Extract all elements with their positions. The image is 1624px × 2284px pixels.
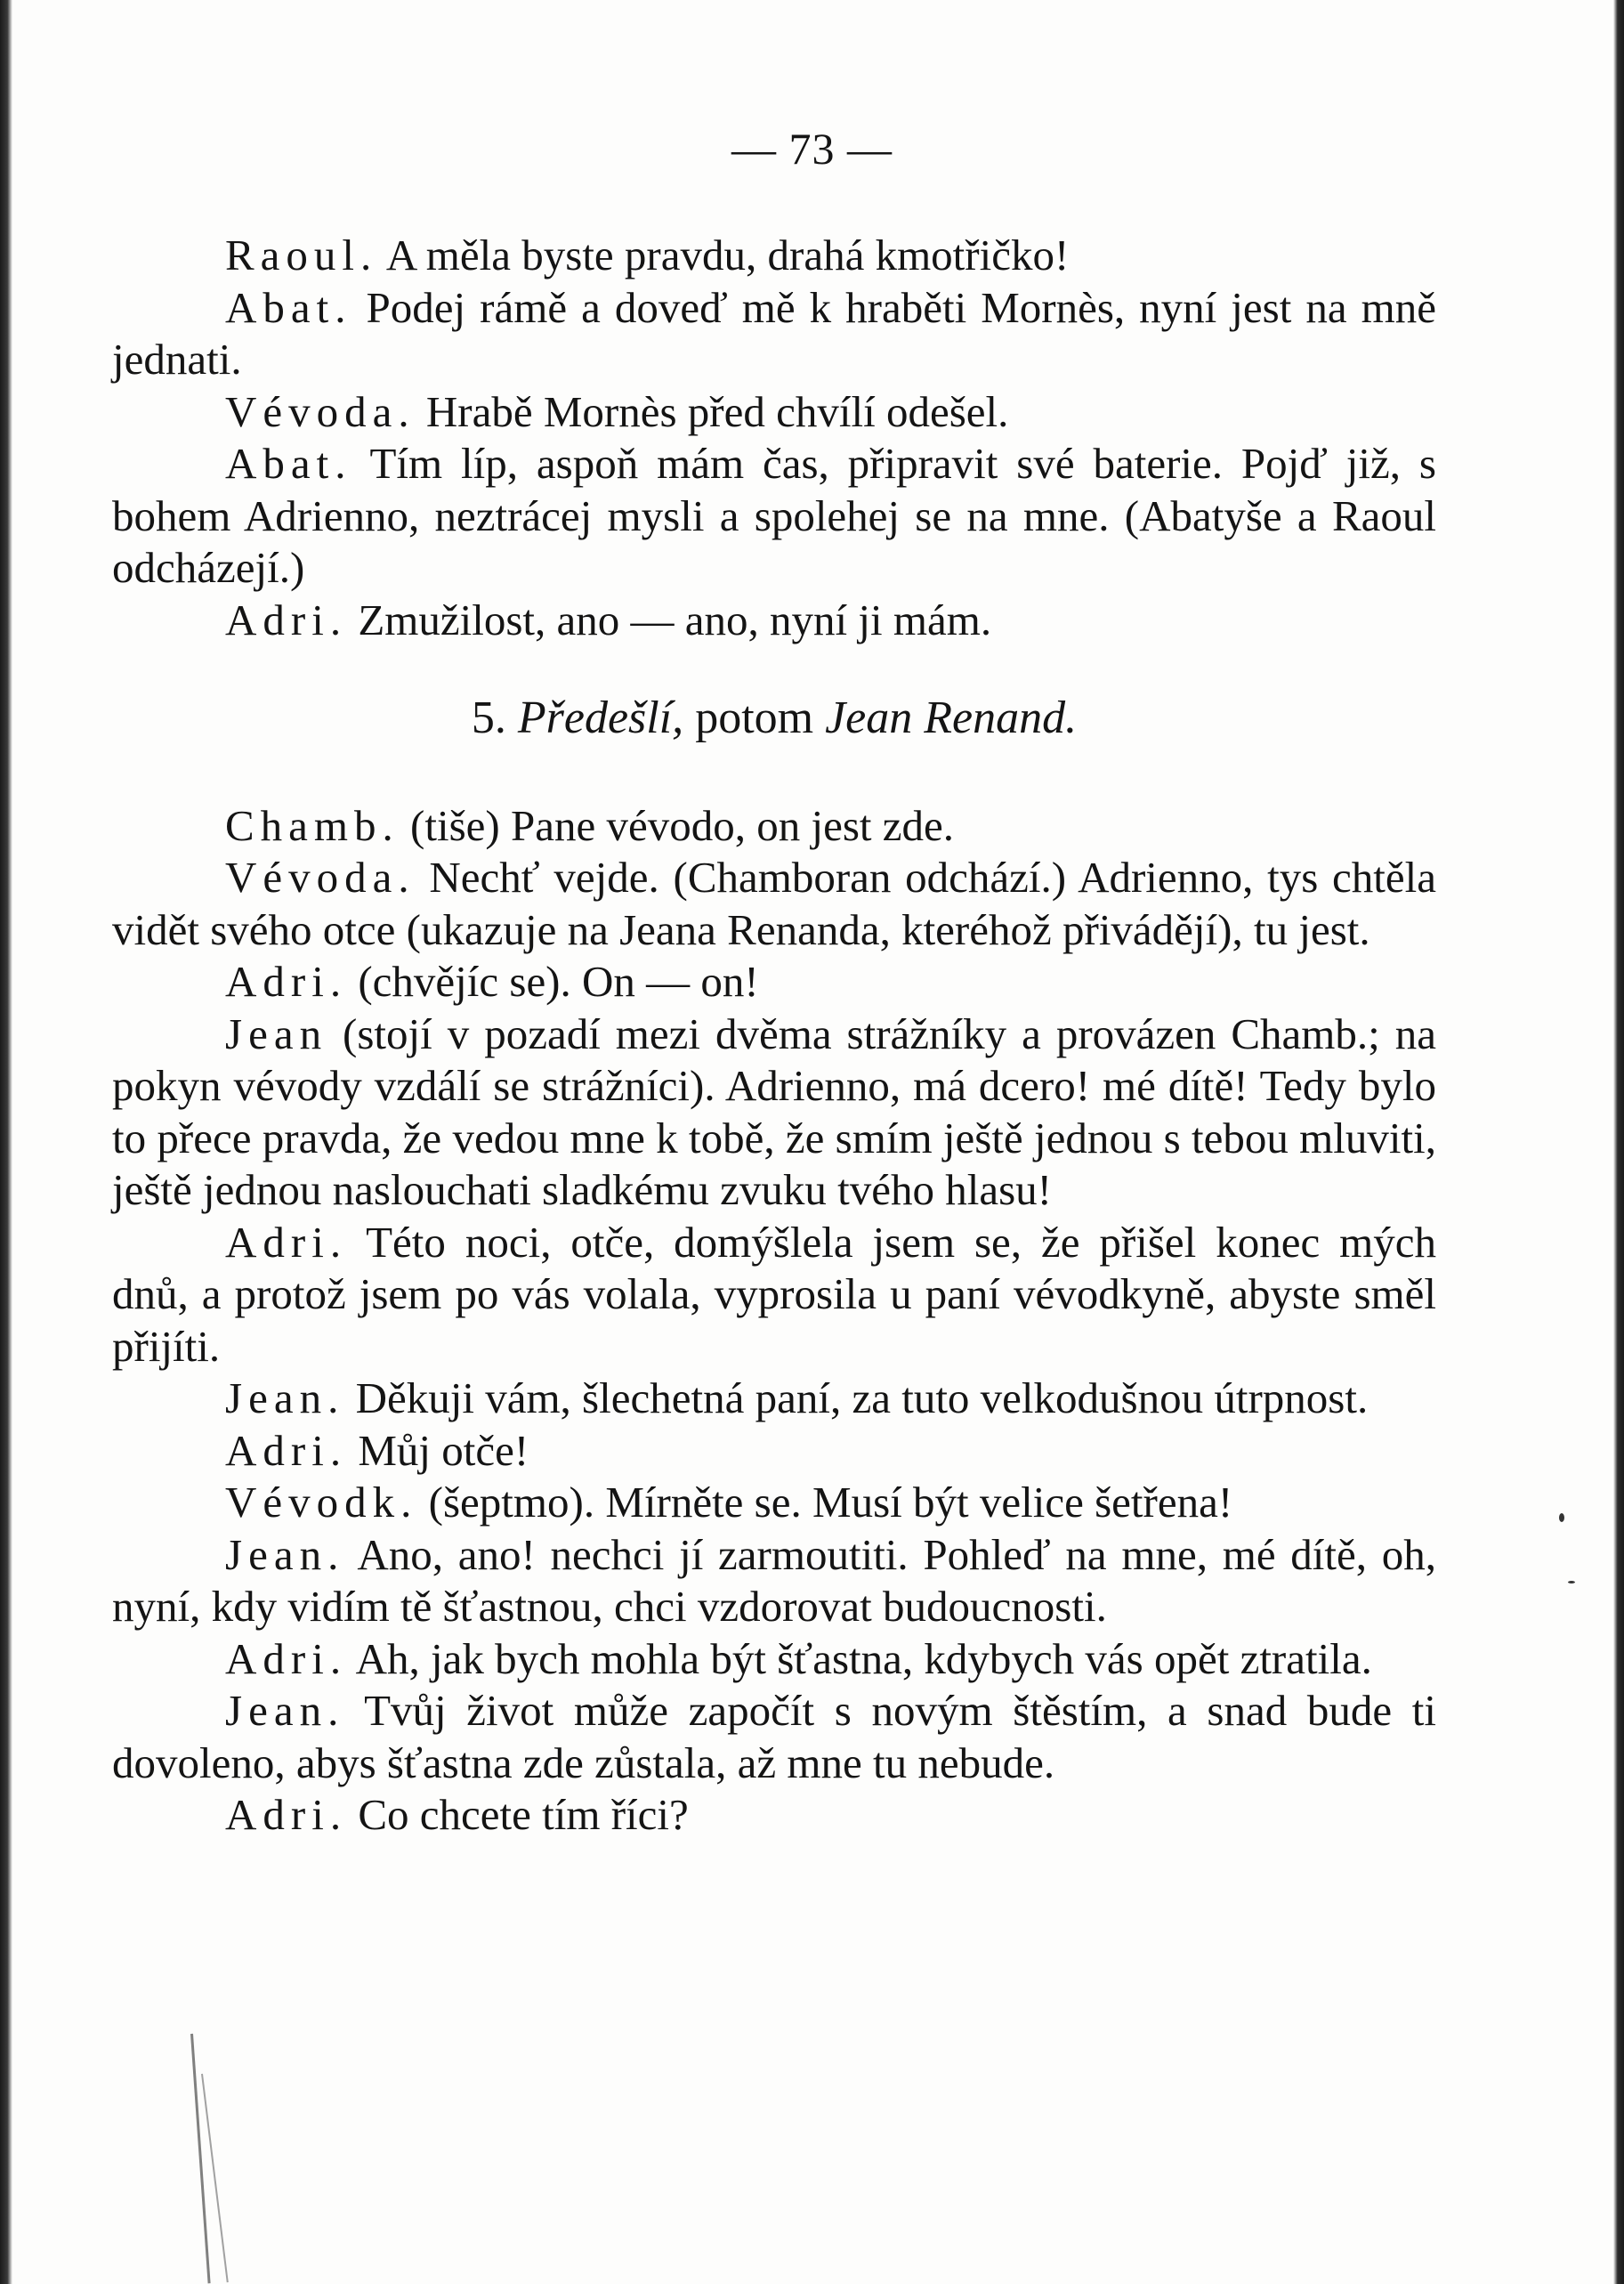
dialogue-line [112,595,1436,647]
dialogue-text: Tím líp, aspoň mám čas, připravit své baterie. Pojď již, s bohem Adrienno, neztrácej mysli a spolehej se na mne. (Abatyše a Raoul odcházejí.) [112,439,1436,592]
scan-edge-left [0,0,12,2284]
dialogue-text: Tvůj život může započít s novým štěstím, a snad bude ti dovoleno, abys šťastna zde zůstala, až mne tu nebude. [112,1686,1436,1787]
scene-heading [112,692,1436,745]
dialogue-text: Podej rámě a doveď mě k hraběti Mornès, nyní jest na mně jednati. [112,282,1436,384]
dialogue-text: (šeptmo). Mírněte se. Musí být velice šetřena! [428,1478,1233,1527]
dialogue-line [112,1008,1436,1217]
dialogue-line [112,386,1436,439]
speaker-name: Adri. [225,1790,348,1839]
paper-crease [190,2034,211,2284]
dialogue-line [112,1685,1436,1789]
speaker-name: Chamb. [225,800,400,850]
dialogue-line [112,1477,1436,1529]
dialogue-line [112,1789,1436,1842]
dialogue-line [112,438,1436,595]
dialogue-text: Děkuji vám, šlechetná paní, za tuto velkodušnou útrpnost. [355,1373,1369,1422]
dialogue-text: Této noci, otče, domýšlela jsem se, že přišel konec mých dnů, a protož jsem po vás volala, vyprosila u paní vévodkyně, abyste směl přijíti. [112,1217,1436,1371]
scene-number: 5. [471,692,506,743]
dialogue-text: Zmužilost, ano — ano, nyní ji mám. [358,595,992,644]
dialogue-text: (tiše) Pane vévodo, on jest zde. [410,800,955,850]
dialogue-line [112,1425,1436,1478]
dialogue-text: A měla byste pravdu, drahá kmotřičko! [385,231,1070,279]
dialogue-text: Ano, ano! nechci jí zarmoutiti. Pohleď na mne, mé dítě, oh, nyní, kdy vidím tě šťastnou, chci vzdorovat budoucnosti. [112,1529,1437,1631]
speaker-name: Adri. [225,1217,348,1267]
dialogue-text: Hrabě Mornès před chvílí odešel. [425,386,1009,436]
dialogue-line [112,1633,1436,1686]
ink-speck [1559,1513,1564,1522]
speaker-name: Adri. [225,1633,348,1683]
speaker-name: Abat. [225,439,352,488]
speaker-name: Vévodk. [225,1478,418,1527]
play-text [112,230,1436,1842]
speaker-name: Adri. [225,1425,348,1475]
scene-characters: Předešlí, [517,692,684,743]
scan-edge-right [1613,0,1624,2284]
dialogue-line [112,1529,1436,1633]
dialogue-text: Ah, jak bych mohla být šťastna, kdybych vás opět ztratila. [355,1633,1372,1683]
speaker-name: Vévoda. [225,386,416,436]
dialogue-line [112,1217,1436,1373]
dialogue-line [112,956,1436,1008]
dialogue-text: (stojí v pozadí mezi dvěma strážníky a provázen Chamb.; na pokyn vévody vzdálí se strážníci). Adrienno, má dcero! mé dítě! Tedy bylo to přece pravda, že vedou mne k tobě, že smím ještě jednou s tebou mluviti, ještě jednou naslouchati sladkému zvuku tvého hlasu! [112,1008,1436,1214]
dialogue-text: Můj otče! [358,1425,529,1475]
speaker-name: Jean. [225,1686,345,1735]
scene-connector: potom [695,692,814,743]
dialogue-line [112,282,1436,386]
page-number: — 73 — [731,124,893,174]
ink-speck [1568,1581,1575,1583]
scene-new-character: Jean Renand. [825,692,1078,743]
speaker-name: Abat. [225,282,352,332]
speaker-name: Adri. [225,595,348,644]
speaker-name: Adri. [225,957,348,1006]
dialogue-line [112,1373,1436,1425]
speaker-name: Jean. [225,1373,345,1422]
dialogue-line [112,852,1436,956]
speaker-name: Raoul. [225,231,378,279]
dialogue-text: Nechť vejde. (Chamboran odchází.) Adrienno, tys chtěla vidět svého otce (ukazuje na Jeana Renanda, kteréhož přivádějí), tu jest. [112,853,1437,954]
dialogue-line [112,230,1436,282]
dialogue-line [112,800,1436,853]
dialogue-text: (chvějíc se). On — on! [358,957,759,1006]
speaker-name: Vévoda. [225,853,416,902]
dialogue-text: Co chcete tím říci? [358,1790,689,1839]
speaker-name: Jean [225,1008,328,1058]
speaker-name: Jean. [225,1529,345,1579]
